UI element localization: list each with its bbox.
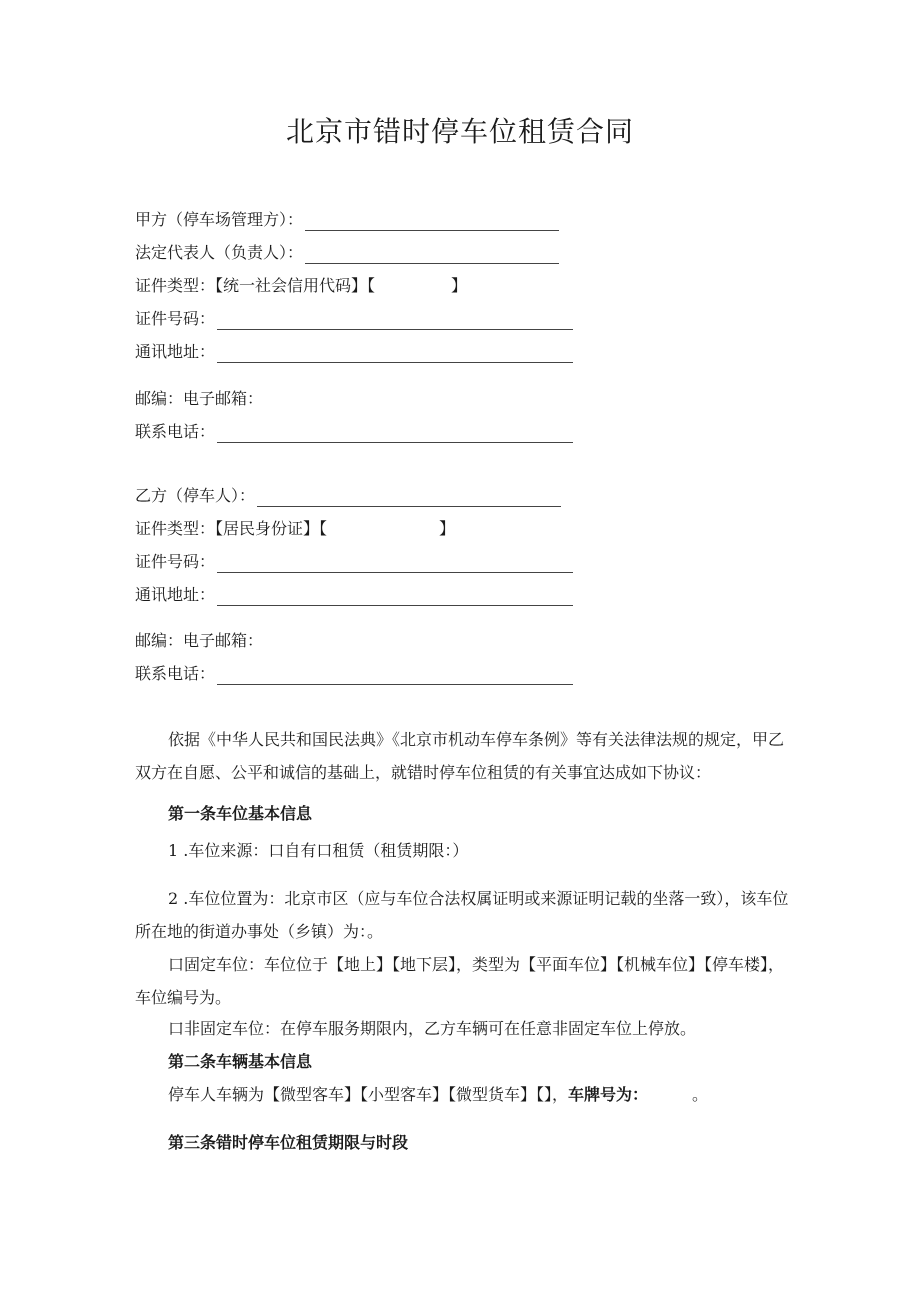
- article-1-fixed-space: 口固定车位：车位位于【地上】【地下层】，类型为【平面车位】【机械车位】【停车楼】，车位编号为。: [135, 955, 785, 1007]
- article-2-end: 。: [692, 1085, 709, 1104]
- party-a-rep-field[interactable]: [305, 245, 559, 264]
- party-b-id-type-row: [135, 518, 455, 540]
- party-b-phone-row: [135, 663, 573, 685]
- party-a-postal-email-row: [135, 388, 263, 410]
- party-a-address-row: [135, 341, 573, 363]
- party-a-rep-label: 法定代表人（负责人）：: [135, 243, 304, 262]
- party-b-phone-field[interactable]: [217, 666, 573, 685]
- article-3-heading: 第三条错时停车位租赁期限与时段: [168, 1133, 409, 1152]
- party-a-phone-label: 联系电话：: [135, 422, 216, 441]
- party-a-id-number-label: 证件号码：: [135, 309, 216, 328]
- party-a-name-field[interactable]: [305, 212, 559, 231]
- party-b-address-label: 通讯地址：: [135, 585, 216, 604]
- party-b-name-row: [135, 485, 561, 507]
- party-a-name-label: 甲方（停车场管理方）：: [135, 210, 304, 229]
- party-a-id-number-row: [135, 308, 573, 330]
- article-1-item-2: 2 .车位位置为：北京市区（应与车位合法权属证明或来源证明记载的坐落一致），该车位所在地的街道办事处（乡镇）为：。: [135, 889, 789, 941]
- party-b-postal-email-label: 邮编：电子邮箱：: [135, 631, 264, 650]
- party-a-address-field[interactable]: [217, 344, 573, 363]
- party-a-phone-row: [135, 421, 573, 443]
- party-b-id-number-row: [135, 551, 573, 573]
- party-a-address-label: 通讯地址：: [135, 342, 216, 361]
- party-b-phone-label: 联系电话：: [135, 664, 216, 683]
- party-b-name-field[interactable]: [257, 488, 561, 507]
- party-b-id-type-label: 证件类型：【居民身份证】【: [135, 519, 328, 538]
- party-a-name-row: [135, 209, 559, 231]
- article-1-nonfixed-space: 口非固定车位：在停车服务期限内，乙方车辆可在任意非固定车位上停放。: [168, 1019, 697, 1038]
- party-b-address-row: [135, 584, 573, 606]
- party-b-id-type-close: 】: [439, 519, 456, 538]
- article-2-text-row: [168, 1084, 708, 1106]
- article-1-heading: 第一条车位基本信息: [168, 804, 313, 823]
- party-a-id-type-label: 证件类型：【统一社会信用代码】【: [135, 276, 376, 295]
- party-a-id-number-field[interactable]: [217, 311, 573, 330]
- party-a-id-type-row: [135, 275, 467, 297]
- article-2-heading: 第二条车辆基本信息: [168, 1052, 313, 1071]
- article-2-vehicle-text: 停车人车辆为【微型客车】【小型客车】【微型货车】【】，: [168, 1085, 569, 1104]
- party-b-address-field[interactable]: [217, 587, 573, 606]
- party-a-postal-email-label: 邮编：电子邮箱：: [135, 389, 264, 408]
- party-b-id-number-label: 证件号码：: [135, 552, 216, 571]
- intro-paragraph: 依据《中华人民共和国民法典》《北京市机动车停车条例》等有关法律法规的规定，甲乙双方在自愿、公平和诚信的基础上，就错时停车位租赁的有关事宜达成如下协议：: [135, 730, 785, 782]
- party-b-name-label: 乙方（停车人）：: [135, 486, 256, 505]
- article-2-plate-label: 车牌号为：: [568, 1085, 649, 1104]
- party-b-id-number-field[interactable]: [217, 554, 573, 573]
- party-a-phone-field[interactable]: [217, 424, 573, 443]
- page-title: 北京市错时停车位租赁合同: [285, 115, 634, 148]
- party-b-postal-email-row: [135, 630, 263, 652]
- party-a-id-type-close: 】: [451, 276, 468, 295]
- party-a-rep-row: [135, 242, 559, 264]
- article-1-item-1: 1 .车位来源：口自有口租赁（租赁期限：）: [168, 841, 469, 860]
